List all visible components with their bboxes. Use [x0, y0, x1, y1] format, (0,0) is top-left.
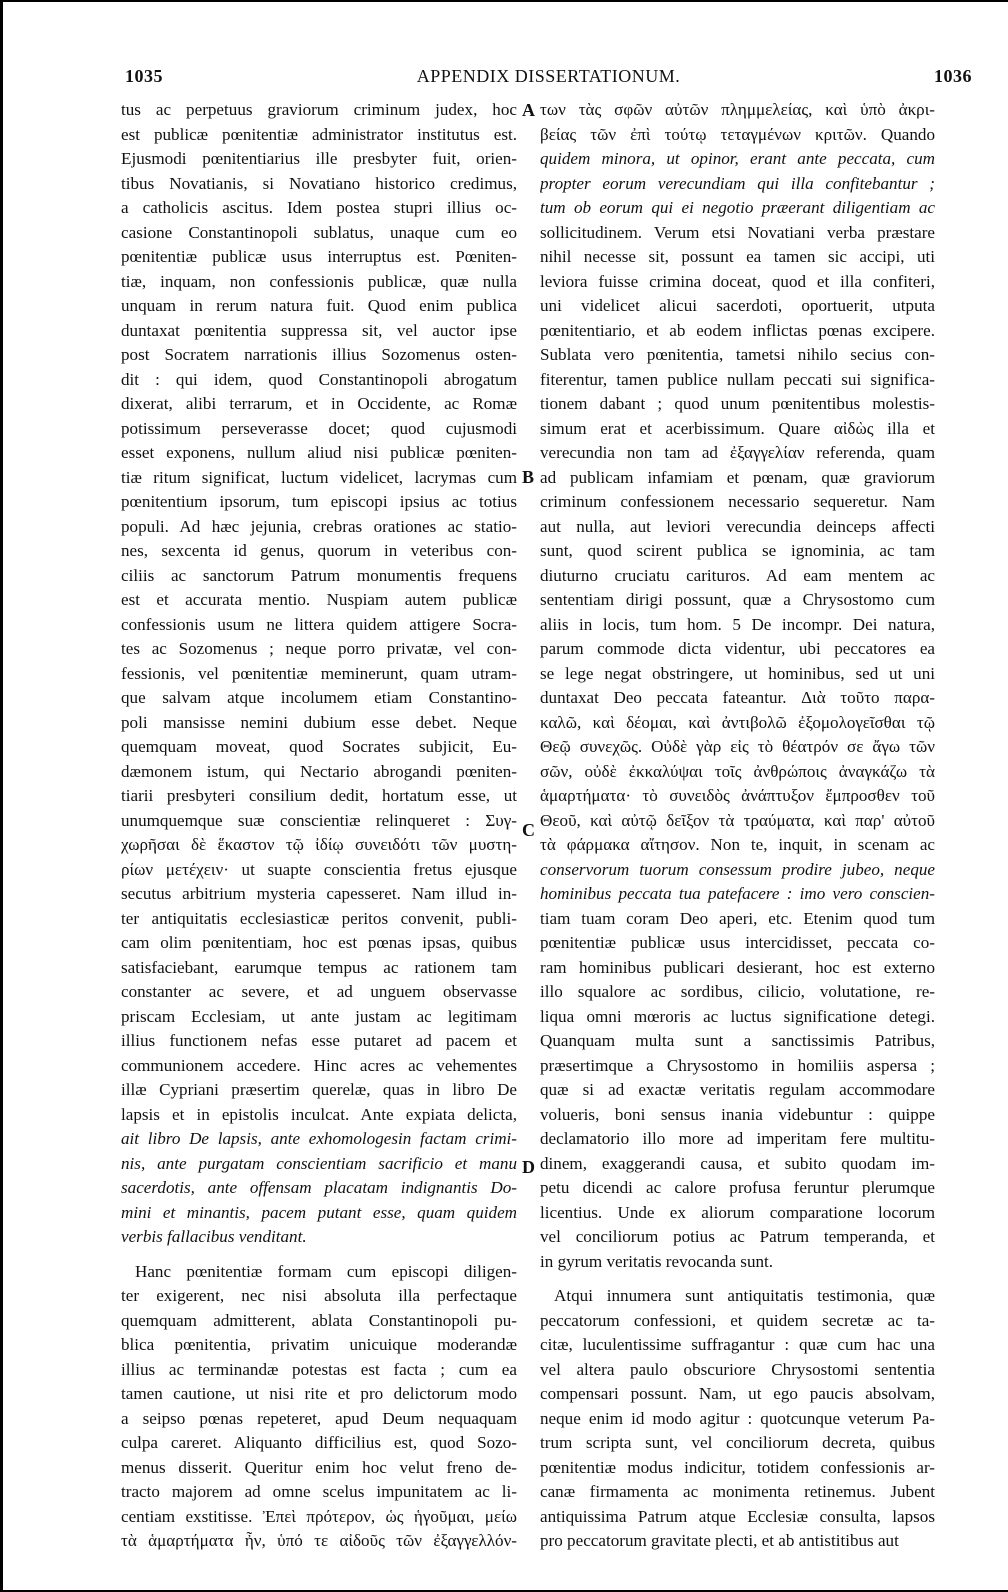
text-line: hominibus peccata tua patefacere : imo vero conscien-	[540, 884, 935, 903]
text-line: culpa careret. Aliquanto difficilius est, quod Sozo-	[121, 1433, 517, 1452]
text-line: ρίων μετέχειν· ut suapte conscientia fretus ejusque	[121, 859, 517, 879]
text-line: tus ac perpetuus graviorum criminum judex, hoc	[121, 100, 517, 119]
text-line: potissimum perseverasse docet; quod cujusmodi	[121, 418, 517, 438]
text-line: fessionis, vel pœnitentiæ meminerunt, quam utram-	[121, 663, 517, 683]
text-line: ait libro De lapsis, ante exhomologesin factam crimi-	[121, 1129, 517, 1148]
text-line: a catholicis ascitus. Idem postea stupri illius oc-	[121, 198, 517, 217]
text-line: pœnitentiæ publicæ usus intercidisset, peccata co-	[540, 933, 935, 952]
text-line: antiquissima Patrum atque Ecclesiæ consulta, lapsos	[540, 1506, 935, 1526]
text-line: criminum confessionem necessario sequeretur. Nam	[540, 492, 935, 511]
text-line: compensari possunt. Nam, ut ego paucis absolvam,	[540, 1384, 935, 1403]
text-line: sunt, quod scirent publica se ignominia, ac tam	[540, 541, 935, 560]
text-line: tibus Novatianis, si Novatiano historico credimus,	[121, 173, 517, 193]
text-line: uni videlicet alicui sacerdoti, oportuerit, utputa	[540, 296, 935, 315]
right-page-number: 1036	[934, 66, 972, 86]
text-line: neque enim id modo agitur : quotcunque veterum Pa-	[540, 1408, 935, 1428]
text-line: verecundia non tam ad ἐξαγγελίαν referenda, quam	[540, 443, 935, 462]
page-header	[125, 66, 972, 92]
text-line: simum erat et acerbissimum. Quare αἰδὼς illa et	[540, 418, 935, 438]
text-line: propter eorum verecundiam qui illa confitebantur ;	[540, 173, 935, 193]
text-line: populi. Ad hæc jejunia, crebras orationes ac statio-	[121, 516, 517, 536]
text-line: tracto majorem ad omne scelus impunitatem ac li-	[121, 1482, 517, 1501]
text-line: cam olim pœnitentiam, hoc est pœnas ipsas, quibus	[121, 933, 517, 952]
text-line: illius ac terminandæ potestas est facta ; cum ea	[121, 1359, 517, 1379]
text-line: secutus arbitrium mysteria capesseret. Nam illud in-	[121, 884, 517, 903]
text-line: pœnitentium ipsorum, tum episcopi ipsius ac totius	[121, 492, 517, 511]
text-line: quemquam admitterent, ablata Constantinopoli pu-	[121, 1310, 517, 1330]
text-line: tum ob eorum qui ei negotio præerant diligentiam ac	[540, 198, 935, 217]
text-line: trum scripta sunt, vel conciliorum decreta, quibus	[540, 1433, 935, 1452]
text-line: licentius. Unde ex aliorum comparatione locorum	[540, 1202, 935, 1222]
right-column	[540, 98, 935, 1554]
text-line: pœnitentiæ publicæ usus interruptus est. Pœniten-	[121, 247, 517, 266]
text-line: illæ Cypriani præsertim querelæ, quas in libro De	[121, 1080, 517, 1099]
text-line: blica pœnitentia, privatim unicuique moderandæ	[121, 1335, 517, 1354]
text-line: quemquam moveat, quod Socrates subjicit, Eu-	[121, 737, 517, 756]
text-line: citæ, luculentissime suffragantur : quæ cum hac una	[540, 1335, 935, 1354]
text-line: Ejusmodi pœnitentiarius ille presbyter fuit, orien-	[121, 149, 517, 168]
text-line: χωρῆσαι δὲ ἕκαστον τῷ ἰδίῳ συνειδότι τῶν μυστη-	[121, 835, 517, 854]
text-line: dinem, exaggerandi causa, et subito quodam im-	[540, 1153, 935, 1173]
text-line: Θεῷ συνεχῶς. Οὐδὲ γὰρ εἰς τὸ θέατρόν σε ἄγω τῶν	[540, 737, 935, 756]
paragraph-gap	[540, 1274, 935, 1284]
text-line: præsertimque a Chrysostomo in homiliis aspersa ;	[540, 1055, 935, 1075]
text-line: duntaxat pœnitentia suppressa sit, vel auctor ipse	[121, 320, 517, 340]
text-line: se lege negat obstringere, ut hominibus, sed ut uni	[540, 663, 935, 683]
text-line: ciliis ac sanctorum Patrum monumentis frequens	[121, 565, 517, 585]
text-line: liqua omni mœroris ac luctus significatione detegi.	[540, 1006, 935, 1026]
text-line: pœnitentiæ modus indicitur, totidem confessionis ar-	[540, 1457, 935, 1477]
text-line: aut nulla, aut leviori verecundia deinceps affecti	[540, 516, 935, 536]
text-line: Atqui innumera sunt antiquitatis testimonia, quæ	[554, 1286, 935, 1305]
margin-letter-b: B	[522, 467, 535, 487]
text-line: leviora fuisse crimina doceat, quod et illa confiteri,	[540, 271, 935, 291]
text-line: dit : qui idem, quod Constantinopoli abrogatum	[121, 369, 517, 389]
text-line: casione Constantinopoli sublatus, unaque cum eo	[121, 222, 517, 242]
margin-letter-c: C	[522, 820, 535, 840]
text-line: duntaxat Deo peccata fateantur. Διὰ τοῦτο παρα-	[540, 688, 935, 707]
text-line: aliis in locis, tum hom. 5 De incompr. Dei natura,	[540, 614, 935, 634]
text-line: dæmonem istum, qui Nectario abrogandi pœniten-	[121, 761, 517, 781]
text-line: Sublata vero pœnitentia, tametsi nihilo secius con-	[540, 345, 935, 364]
text-line: peccatorum confessioni, et quidem secretæ ac ta-	[540, 1310, 935, 1330]
text-line: τὰ φάρμακα αἴτησον. Non te, inquit, in scenam ac	[540, 835, 935, 854]
text-line: ad publicam infamiam et pœnam, quæ graviorum	[540, 467, 935, 487]
text-line: que salvam atque incolumem etiam Constantino-	[121, 688, 517, 707]
text-line: a seipso pœnas repeteret, apud Deum nequaquam	[121, 1408, 517, 1428]
text-line: nihil necesse sit, possunt ea tamen sic accipi, uti	[540, 247, 935, 266]
text-line: pro peccatorum gravitate plecti, et ab antistitibus aut	[540, 1531, 899, 1550]
text-line: unquam in rerum natura fuit. Quod enim publica	[121, 296, 517, 315]
text-line: Hanc pœnitentiæ formam cum episcopi diligen-	[135, 1261, 517, 1281]
text-line: ἁμαρτήματα· τὸ συνειδὸς ἀνάπτυξον ἔμπροσθεν τοῦ	[540, 786, 935, 805]
text-line: tiarii presbyteri consilium dedit, hortatum esse, ut	[121, 786, 517, 805]
text-line: sententiam dirigi possunt, quæ a Chrysostomo cum	[540, 590, 935, 609]
text-line: mini et minantis, pacem putant esse, quam quidem	[121, 1202, 517, 1222]
running-title: APPENDIX DISSERTATIONUM.	[416, 66, 681, 86]
text-line: conservorum tuorum consessum prodire jubeo, neque	[540, 859, 935, 879]
text-line: fiterentur, tamen publice nullam peccati sui significa-	[540, 369, 935, 389]
left-page-number: 1035	[125, 66, 163, 86]
text-line: sacerdotis, ante offensam placatam indignantis Do-	[121, 1178, 517, 1197]
text-line: nes, sexcenta id genus, quorum in veteribus con-	[121, 541, 517, 560]
text-line: illius functionem nefas esse putaret ad pacem et	[121, 1031, 517, 1050]
text-line: centiam exstitisse. Ἐπεὶ πρότερον, ὡς ἡγοῦμαι, μείω	[121, 1506, 517, 1526]
text-line: ram hominibus publicari desierant, hoc est externo	[540, 957, 935, 977]
text-line: ter antiquitatis ecclesiasticæ peritos convenit, publi-	[121, 908, 517, 928]
text-line: tiæ, inquam, non confessionis publicæ, quæ nulla	[121, 271, 517, 291]
text-line: est publicæ pœnitentiæ administrator institutus est.	[121, 124, 517, 144]
text-line: illo squalore ac sordibus, cilicio, volutatione, re-	[540, 982, 935, 1001]
text-line: τὰ ἁμαρτήματα ἦν, ὑπό τε αἰδοῦς τῶν ἐξαγγελλόν-	[121, 1531, 517, 1550]
text-line: quidem minora, ut opinor, erant ante peccata, cum	[540, 149, 935, 168]
text-line: in gyrum veritatis revocanda sunt.	[540, 1251, 774, 1271]
text-line: tiam tuam coram Deo aperi, etc. Etenim quod tum	[540, 908, 935, 928]
text-line: menus disserit. Queritur enim hoc velut freno de-	[121, 1457, 517, 1477]
text-line: σῶν, οὐδὲ ἐκκαλύψαι τοῖς ἀνθρώποις ἀναγκάζω τὰ	[540, 761, 935, 781]
text-line: pœnitentiario, et ab eodem inflictas pœnas excipere.	[540, 320, 935, 340]
text-line: tiæ ritum significat, luctum videlicet, lacrymas cum	[121, 467, 517, 487]
text-line: dixerat, alibi terrarum, et in Occidente, ac Romæ	[121, 394, 517, 413]
text-line: tamen cautione, ut nisi rite et pro delictorum modo	[121, 1384, 517, 1403]
text-line: βείας τῶν ἐπὶ τούτῳ τεταγμένων κριτῶν. Quando	[540, 124, 935, 144]
text-line: καλῶ, καὶ δέομαι, καὶ ἀντιβολῶ ἐξομολογεῖσθαι τῷ	[540, 712, 935, 732]
text-line: ter exigerent, nec nisi absoluta illa perfectaque	[121, 1286, 517, 1305]
text-line: verbis fallacibus venditant.	[121, 1227, 307, 1246]
text-line: vel conciliorum potius ac Patrum temperanda, et	[540, 1227, 935, 1246]
text-line: diuturno cruciatu carituros. Ad eam mentem ac	[540, 565, 935, 585]
text-line: volueris, boni sensus inania videbuntur : quippe	[540, 1104, 935, 1124]
text-line: canæ firmamenta ac monimenta retinemus. Jubent	[540, 1482, 935, 1501]
text-line: tes ac Sozomenus ; neque porro privatæ, vel con-	[121, 639, 517, 658]
text-line: declamatorio illo more ad imperitam fere multitu-	[540, 1129, 935, 1148]
margin-letter-d: D	[522, 1157, 535, 1177]
text-line: constanter ac severe, et ad unguem observasse	[121, 982, 517, 1001]
text-line: sollicitudinem. Verum etsi Novatiani verba præstare	[540, 222, 935, 242]
text-line: communionem accedere. Hinc acres ac vehementes	[121, 1055, 517, 1075]
text-line: lapsis et in epistolis inculcat. Ante expiata delicta,	[121, 1104, 517, 1124]
text-line: post Socratem narrationis illius Sozomenus osten-	[121, 345, 517, 364]
text-line: nis, ante purgatam conscientiam sacrificio et manu	[121, 1153, 517, 1173]
text-line: vel altera paulo obscuriore Chrysostomi sententia	[540, 1359, 935, 1379]
text-line: των τὰς σφῶν αὐτῶν πλημμελείας, καὶ ὑπὸ ἀκρι-	[540, 100, 935, 119]
text-line: quæ si ad exactæ veritatis regulam accommodare	[540, 1080, 935, 1099]
text-line: confessionis usum ne littera quidem attigere Socra-	[121, 614, 517, 634]
text-line: petu dicendi ac calore profusa feruntur plerumque	[540, 1178, 935, 1197]
text-line: esset exponens, nullum aliud nisi publicæ pœniten-	[121, 443, 517, 462]
text-line: unumquemque suæ conscientiæ relinqueret : Συγ-	[121, 810, 517, 830]
text-line: priscam Ecclesiam, ut ante justam ac legitimam	[121, 1006, 517, 1026]
text-line: Θεοῦ, καὶ αὐτῷ δεῖξον τὰ τραύματα, καὶ παρ' αὐτοῦ	[540, 810, 935, 830]
text-line: Quanquam multa sunt a sanctissimis Patribus,	[540, 1031, 935, 1050]
paragraph-gap	[121, 1250, 517, 1260]
text-line: parum commode dicta videntur, ubi peccatores ea	[540, 639, 935, 658]
text-line: satisfaciebant, earumque tempus ac rationem tam	[121, 957, 517, 977]
text-line: est et accurata mentio. Nuspiam autem publicæ	[121, 590, 517, 609]
left-column	[121, 98, 517, 1554]
text-line: poli mansisse nemini dubium esse debet. Neque	[121, 712, 517, 732]
margin-letter-a: A	[522, 100, 535, 120]
text-line: tionem dabant ; quod unum pœnitentibus molestis-	[540, 394, 935, 413]
